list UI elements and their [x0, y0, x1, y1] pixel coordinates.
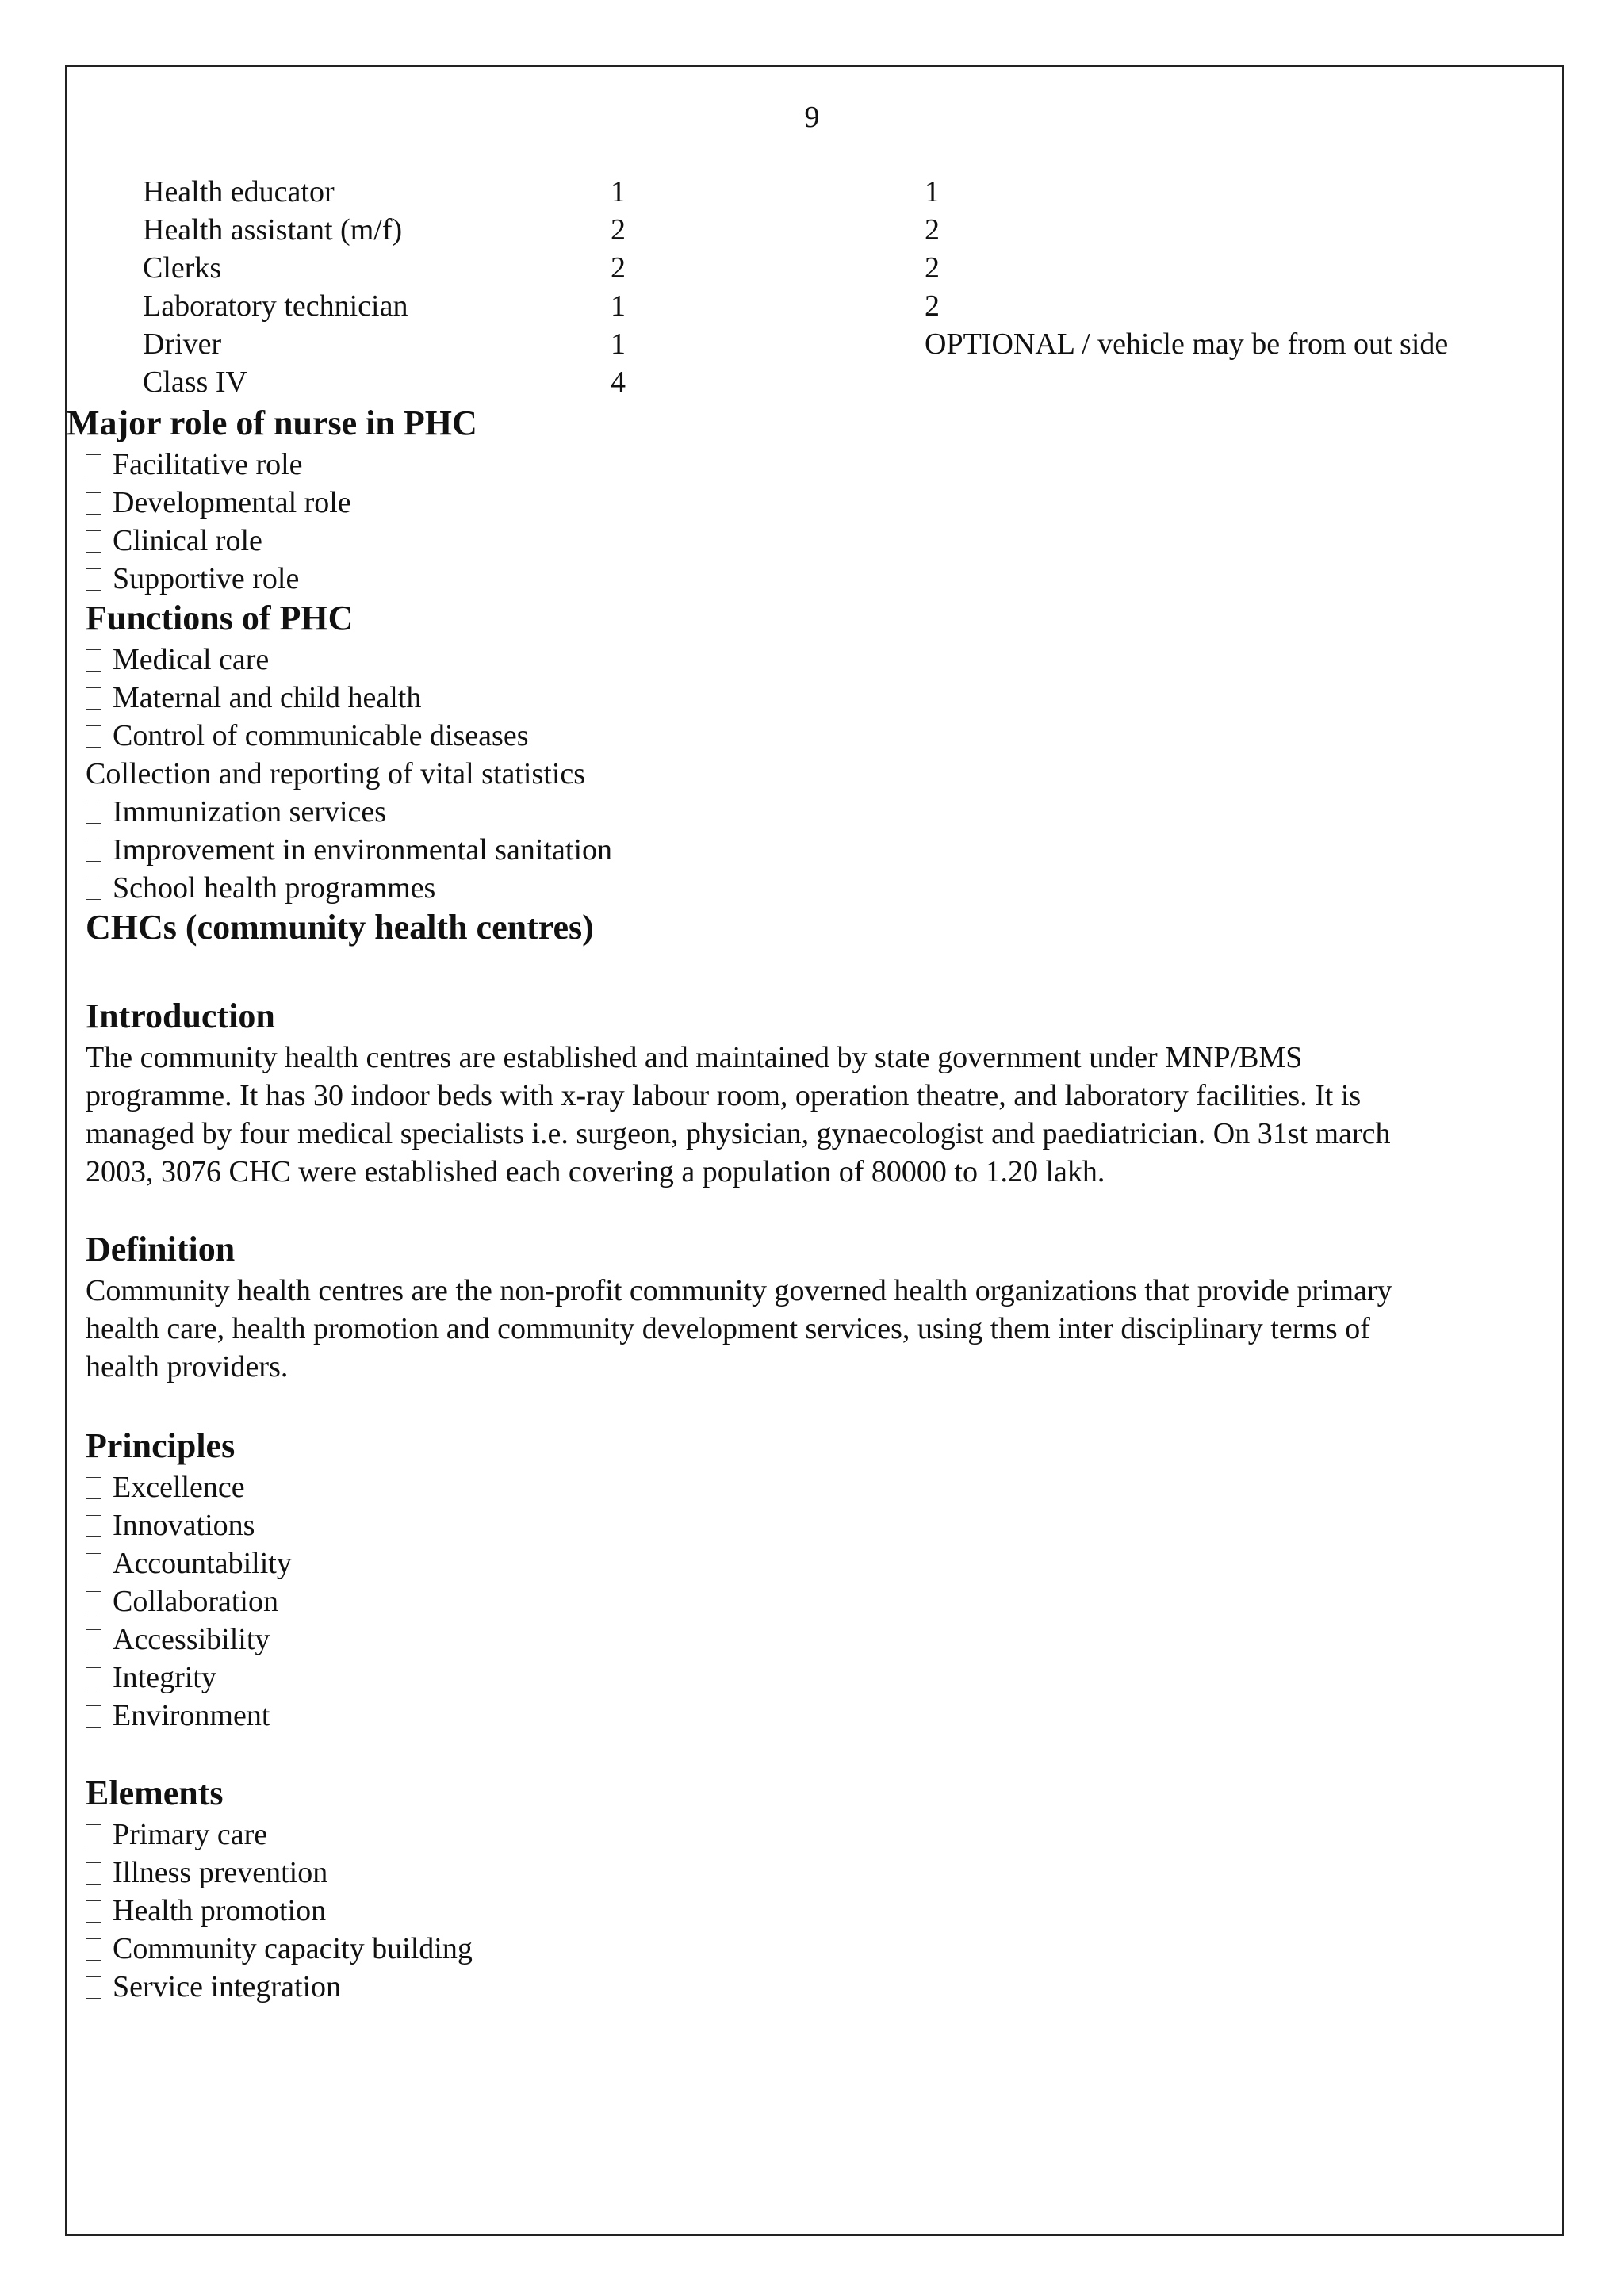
staff-count-1: 2 — [611, 251, 626, 285]
paragraph-line: 2003, 3076 CHC were established each covering a population of 80000 to 1.20 lakh. — [86, 1155, 1105, 1188]
bullet-box-icon — [86, 687, 102, 710]
list-item: Developmental role — [86, 484, 351, 522]
bullet-box-icon — [86, 878, 102, 900]
list-item: Health promotion — [86, 1892, 326, 1930]
staff-role: Driver — [143, 327, 222, 361]
paragraph-line: health providers. — [86, 1350, 289, 1383]
paragraph-line: health care, health promotion and community development services, using them inter disciplinary terms of — [86, 1312, 1370, 1345]
list-item: Control of communicable diseases — [86, 717, 529, 755]
staff-count-2: 1 — [925, 175, 940, 209]
staff-count-2: OPTIONAL / vehicle may be from out side — [925, 327, 1449, 361]
bullet-box-icon — [86, 725, 102, 748]
bullet-box-icon — [86, 1862, 102, 1885]
list-item: Accountability — [86, 1544, 292, 1582]
bullet-box-icon — [86, 1629, 102, 1651]
staff-count-1: 1 — [611, 175, 626, 209]
section-heading-introduction: Introduction — [86, 997, 275, 1035]
bullet-box-icon — [86, 1900, 102, 1923]
bullet-box-icon — [86, 1705, 102, 1728]
section-heading-chc: CHCs (community health centres) — [86, 908, 594, 947]
staff-count-2: 2 — [925, 289, 940, 323]
paragraph-line: Community health centres are the non-profit community governed health organizations that provide primary — [86, 1274, 1392, 1307]
bullet-box-icon — [86, 802, 102, 824]
staff-role: Laboratory technician — [143, 289, 408, 323]
bullet-box-icon — [86, 1976, 102, 1999]
section-heading-functions: Functions of PHC — [86, 599, 354, 637]
staff-count-1: 2 — [611, 213, 626, 247]
list-item: Primary care — [86, 1816, 267, 1854]
list-item: Collaboration — [86, 1582, 278, 1621]
list-item: Immunization services — [86, 793, 386, 831]
bullet-box-icon — [86, 1591, 102, 1613]
list-item: Maternal and child health — [86, 679, 421, 717]
staff-count-1: 1 — [611, 327, 626, 361]
list-item: Environment — [86, 1697, 270, 1735]
list-item: Innovations — [86, 1506, 255, 1544]
list-item: Improvement in environmental sanitation — [86, 831, 612, 869]
list-item: Accessibility — [86, 1621, 270, 1659]
bullet-box-icon — [86, 840, 102, 862]
list-item: Medical care — [86, 641, 269, 679]
list-item: Clinical role — [86, 522, 262, 560]
bullet-box-icon — [86, 492, 102, 515]
staff-role: Clerks — [143, 251, 222, 285]
bullet-box-icon — [86, 1553, 102, 1575]
staff-count-2: 2 — [925, 251, 940, 285]
paragraph-line: managed by four medical specialists i.e. surgeon, physician, gynaecologist and paediatrician. On 31st march — [86, 1117, 1391, 1150]
list-item: Service integration — [86, 1968, 341, 2006]
list-item: Illness prevention — [86, 1854, 327, 1892]
bullet-box-icon — [86, 1938, 102, 1961]
section-heading-nurse-role: Major role of nurse in PHC — [67, 404, 477, 442]
list-item: Collection and reporting of vital statistics — [86, 757, 586, 790]
paragraph-line: programme. It has 30 indoor beds with x-ray labour room, operation theatre, and laboratory facilities. It is — [86, 1079, 1362, 1112]
bullet-box-icon — [86, 454, 102, 476]
section-heading-elements: Elements — [86, 1774, 224, 1812]
introduction-paragraph — [86, 1039, 1537, 1191]
list-item: Community capacity building — [86, 1930, 473, 1968]
list-item: School health programmes — [86, 869, 435, 907]
staff-role: Class IV — [143, 365, 247, 399]
section-heading-principles: Principles — [86, 1426, 236, 1465]
definition-paragraph — [86, 1272, 1537, 1386]
list-item: Facilitative role — [86, 446, 303, 484]
page-number: 9 — [804, 101, 820, 134]
list-item: Supportive role — [86, 560, 299, 598]
bullet-box-icon — [86, 649, 102, 672]
bullet-box-icon — [86, 1667, 102, 1689]
staff-role: Health assistant (m/f) — [143, 213, 403, 247]
bullet-box-icon — [86, 1824, 102, 1846]
bullet-box-icon — [86, 1515, 102, 1537]
section-heading-definition: Definition — [86, 1230, 236, 1269]
staff-count-1: 1 — [611, 289, 626, 323]
staff-role: Health educator — [143, 175, 335, 209]
bullet-box-icon — [86, 1477, 102, 1499]
staff-count-2: 2 — [925, 213, 940, 247]
paragraph-line: The community health centres are established and maintained by state government under MNP/BMS — [86, 1041, 1303, 1074]
list-item: Excellence — [86, 1468, 245, 1506]
staff-count-1: 4 — [611, 365, 626, 399]
bullet-box-icon — [86, 530, 102, 553]
bullet-box-icon — [86, 568, 102, 591]
list-item: Integrity — [86, 1659, 216, 1697]
